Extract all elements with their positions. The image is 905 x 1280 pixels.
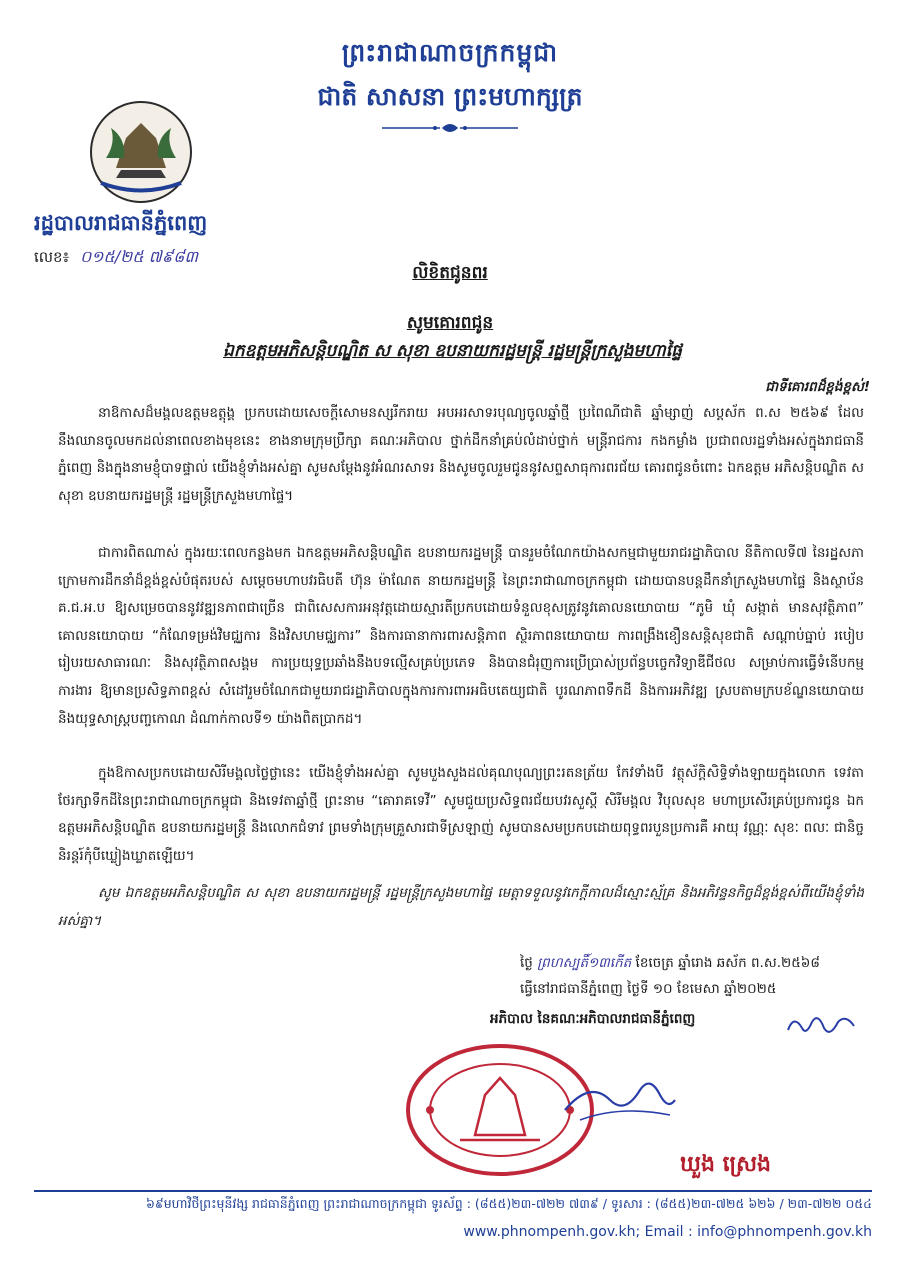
salutation: ជាទីគោរពដ៏ខ្ពង់ខ្ពស់! <box>765 379 870 395</box>
national-motto: ជាតិ សាសនា ព្រះមហាក្សត្រ <box>317 82 583 111</box>
greeting: សូមគោរពជូន <box>406 313 494 333</box>
handwritten-signature <box>560 1070 680 1130</box>
paragraph-2-text: ជាការពិតណាស់ ក្នុងរយៈពេលកន្លងមក ឯកឧត្តមអភិសន្តិបណ្ឌិត ឧបនាយករដ្ឋមន្ត្រី បានរួមចំណែកយ៉ាងសកម្មជាមួយរាជរដ្ឋាភិបាល នីតិកាលទី៧ នៃរដ្ឋសភា ក្រោមការដឹកនាំដ៏ខ្ពង់ខ្ពស់បំផុតរបស់ សម្តេចមហាបវរធិបតី ហ៊ុន ម៉ាណែត នាយករដ្ឋមន្ត្រី នៃព្រះរាជាណាចក្រកម្ពុជា ដោយបានបន្តដឹកនាំក្រសួងមហាផ្ទៃ និងស្ថាប័ន គ.ជ.អ.ប ឱ្យសម្រេចបាននូវវឌ្ឍនភាពជាច្រើន ជាពិសេសការអនុវត្តដោយស្មារតីប្រកបដោយទំនួលខុសត្រូវនូវគោលនយោបាយ “ភូមិ ឃុំ សង្កាត់ មានសុវត្ថិភាព” គោលនយោបាយ “កំណែទម្រង់វិមជ្ឈការ និងវិសហមជ្ឈការ” និងការធានាការពារសន្តិភាព ស្ថិរភាពនយោបាយ ការពង្រឹងខឿនសន្តិសុខជាតិ សណ្តាប់ធ្នាប់ របៀបរៀបរយសាធារណៈ និងសុវត្ថិភាពសង្គម ការប្រយុទ្ធប្រឆាំងនឹងបទល្មើសគ្រប់ប្រភេទ និងបានជំរុញការប្រើប្រាស់ប្រព័ន្ធបច្ចេកវិទ្យាឌីជីថល សម្រាប់ការធ្វើទំនើបកម្មការងារ ឱ្យមានប្រសិទ្ធភាពខ្ពស់ សំដៅរួមចំណែកជាមួយរាជរដ្ឋាភិបាលក្នុងការការពារអធិបតេយ្យជាតិ បូរណភាពទឹកដី និងការអភិវឌ្ឍ ស្របតាមក្របខ័ណ្ឌនយោបាយ និងយុទ្ធសាស្ត្របញ្ចកោណ ដំណាក់កាលទី១ យ៉ាងពិតប្រាកដ។ <box>58 545 864 727</box>
footer-divider <box>34 1190 872 1192</box>
paragraph-1-text: នាឱកាសដ៏មង្គលឧត្តមឧត្តុង្គ ប្រកបដោយសេចក្តីសោមនស្សរីករាយ អបអរសាទរបុណ្យចូលឆ្នាំថ្មី ប្រពៃណីជាតិ ឆ្នាំម្សាញ់ សប្តស័ក ព.ស ២៥៦៩ ដែលនឹងឈានចូលមកដល់នាពេលខាងមុខនេះ ខាងនាមក្រុមប្រឹក្សា គណៈអភិបាល ថ្នាក់ដឹកនាំគ្រប់លំដាប់ថ្នាក់ មន្ត្រីរាជការ កងកម្លាំង ប្រជាពលរដ្ឋទាំងអស់ក្នុងរាជធានីភ្នំពេញ និងក្នុងនាមខ្ញុំបាទផ្ទាល់ យើងខ្ញុំទាំងអស់គ្នា សូមសម្តែងនូវអំណរសាទរ និងសូមចូលរួមជូននូវសព្ទសាធុការពរជ័យ គោរពជូនចំពោះ ឯកឧត្តម អភិសន្តិបណ្ឌិត ស សុខា ឧបនាយករដ្ឋមន្ត្រី រដ្ឋមន្ត្រីក្រសួងមហាផ្ទៃ។ <box>58 405 864 504</box>
footer-contact[interactable]: www.phnompenh.gov.kh; Email : info@phnompenh.gov.kh <box>463 1224 872 1240</box>
paragraph-4-text: សូម ឯកឧត្តមអភិសន្តិបណ្ឌិត ស សុខា ឧបនាយករដ្ឋមន្ត្រី រដ្ឋមន្ត្រីក្រសួងមហាផ្ទៃ មេត្តាទទួលនូវកេក្តីកាលដ៏ស្មោះស្ម័គ្រ និងអភិវន្ទនកិច្ចដ៏ខ្ពង់ខ្ពស់ពីយើងខ្ញុំទាំងអស់គ្នា។ <box>58 885 864 929</box>
lunar-date-day: ព្រហស្បតិ៍១៣កើត <box>537 955 632 971</box>
kingdom-title: ព្រះរាជាណាចក្រកម្ពុជា <box>341 38 559 67</box>
reference-label: លេខ៖ <box>34 248 70 266</box>
reference-value: ០១៥/២៥ ៧៩៨៣ <box>79 247 199 266</box>
lunar-date-rest: ខែចេត្រ ឆ្នាំរោង ឆស័ក ព.ស.២៥៦៨ <box>635 955 820 971</box>
initials-mark <box>784 1010 864 1040</box>
footer-address: ៦៩មហាវិថីព្រះមុនីវង្ស រាជធានីភ្នំពេញ ព្រះរាជាណាចក្រកម្ពុជា ទូរស័ព្ទ : (៨៥៥)២៣-៧២២ ៧៣៩ / ទូរសារ : (៨៥៥)២៣-៧២៥ ៦២៦ / ២៣-៧២២ ០៥៤ <box>146 1196 872 1211</box>
reference-number <box>34 246 198 270</box>
ornament-divider <box>380 120 520 136</box>
agency-name: រដ្ឋបាលរាជធានីភ្នំពេញ <box>34 211 208 235</box>
signer-title: អភិបាល នៃគណៈអភិបាលរាជធានីភ្នំពេញ <box>490 1011 696 1027</box>
paragraph-3 <box>58 760 864 872</box>
paragraph-2 <box>58 540 864 756</box>
lunar-date-label: ថ្ងៃ <box>520 955 533 971</box>
paragraph-3-text: ក្នុងឱកាសប្រកបដោយសិរីមង្គលថ្លៃថ្លានេះ យើងខ្ញុំទាំងអស់គ្នា សូមបួងសួងដល់គុណបុណ្យព្រះរតនត្រ័យ កែវទាំងបី វត្ថុស័ក្តិសិទ្ធិទាំងឡាយក្នុងលោក ទេវតាថែរក្សាទឹកដីនៃព្រះរាជាណាចក្រកម្ពុជា និងទេវតាឆ្នាំថ្មី ព្រះនាម “គោរាគទេវី” សូមជួយប្រសិទ្ធពរជ័យបវរសួស្តី សិរីមង្គល វិបុលសុខ មហាប្រសើរគ្រប់ប្រការជូន ឯកឧត្តមអភិសន្តិបណ្ឌិត ឧបនាយករដ្ឋមន្ត្រី និងលោកជំទាវ ព្រមទាំងក្រុមគ្រួសារជាទីស្រឡាញ់ សូមបានសមប្រកបដោយពុទ្ធពរបួនប្រការគឺ អាយុ វណ្ណៈ សុខៈ ពលៈ ជានិច្ចនិរន្តរ៍កុំបីឃ្លៀងឃ្លាតឡើយ។ <box>58 765 864 864</box>
solar-date: ធ្វើនៅរាជធានីភ្នំពេញ ថ្ងៃទី ១០ ខែមេសា ឆ្នាំ២០២៥ <box>520 981 777 997</box>
lunar-date <box>520 954 860 974</box>
document-type: លិខិតជូនពរ <box>412 263 488 283</box>
paragraph-1 <box>58 400 864 540</box>
signer-name: ឃួង ស្រេង <box>680 1152 772 1177</box>
recipient-line: ឯកឧត្តមអភិសន្តិបណ្ឌិត ស សុខា ឧបនាយករដ្ឋមន្ត្រី រដ្ឋមន្ត្រីក្រសួងមហាផ្ទៃ <box>223 341 682 361</box>
paragraph-4 <box>58 880 864 938</box>
city-seal-logo <box>86 98 196 206</box>
